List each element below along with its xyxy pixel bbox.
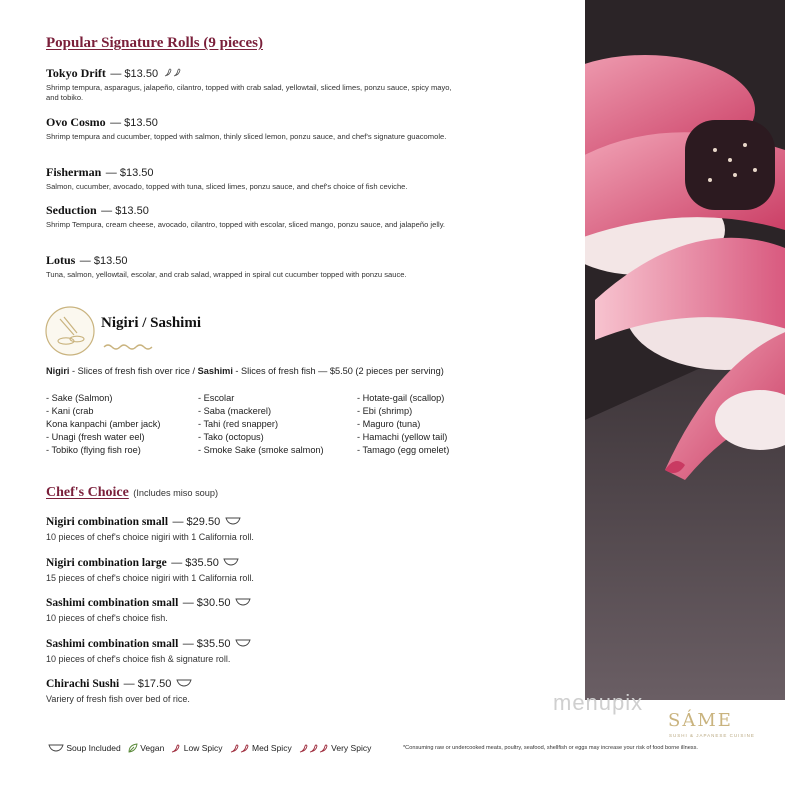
wave-divider-icon (103, 342, 153, 350)
legend-very-spicy: Very Spicy (331, 742, 372, 753)
item-price: — $13.50 (101, 205, 149, 217)
list-item: - Hotate-gail (scallop) (357, 393, 445, 403)
legend (48, 742, 371, 753)
item-description: Tuna, salmon, yellowtail, escolar, and crab salad, wrapped in spiral cut cucumber topped with ponzu sauce. (46, 270, 407, 279)
list-item: - Tobiko (flying fish roe) (46, 445, 141, 455)
brand-tagline: SUSHI & JAPANESE CUISINE (669, 733, 755, 738)
item-price: — $35.50 (171, 557, 219, 569)
legend-soup: Soup Included (66, 742, 121, 753)
list-item: - Ebi (shrimp) (357, 406, 413, 416)
nigiri-intro (46, 366, 444, 376)
sushi-illustration (585, 0, 785, 700)
menu-item-nigiri-large (46, 553, 456, 584)
item-price: — $13.50 (110, 117, 158, 129)
soup-bowl-icon (235, 597, 251, 606)
legend-med-spicy: Med Spicy (252, 742, 292, 753)
legend-vegan: Vegan (140, 742, 165, 753)
item-name: Nigiri combination large (46, 557, 167, 569)
menu-item-ovo-cosmo (46, 113, 456, 142)
menu-item-sashimi-small (46, 593, 456, 624)
menu-item-lotus (46, 251, 456, 280)
disclaimer: *Consuming raw or undercooked meats, poultry, seafood, shellfish or eggs may increase your risk of food borne illness. (403, 745, 698, 751)
sashimi-text: - Slices of fresh fish — $5.50 (2 pieces per serving) (232, 366, 444, 376)
legend-low-spicy: Low Spicy (183, 742, 223, 753)
menu-item-seduction (46, 201, 456, 230)
item-description: 15 pieces of chef's choice nigiri with 1 California roll. (46, 573, 254, 583)
chefs-note: (Includes miso soup) (133, 488, 219, 498)
item-name: Lotus (46, 253, 76, 267)
list-item: - Kani (crab (46, 406, 94, 416)
menu-item-fisherman (46, 163, 456, 192)
leaf-icon (128, 743, 138, 753)
menu-item-chirachi (46, 674, 456, 705)
list-item: - Tahi (red snapper) (198, 419, 279, 429)
nigiri-text: - Slices of fresh fish over rice / (69, 366, 198, 376)
list-item: - Unagi (fresh water eel) (46, 432, 145, 442)
item-price: — $30.50 (182, 597, 231, 609)
item-name: Sashimi combination small (46, 597, 179, 609)
list-item: - Tako (octopus) (198, 432, 264, 442)
watermark: menupix (553, 690, 644, 715)
list-item: - Saba (mackerel) (198, 406, 272, 416)
soup-bowl-icon (48, 743, 64, 752)
item-name: Sashimi combination small (46, 638, 179, 650)
item-name: Nigiri combination small (46, 516, 169, 528)
fish-list-col-1 (46, 392, 160, 457)
sushi-photo (585, 0, 785, 700)
item-name: Tokyo Drift (46, 66, 106, 80)
item-description: 10 pieces of chef's choice fish. (46, 613, 168, 623)
sashimi-label: Sashimi (197, 366, 233, 376)
item-name: Seduction (46, 203, 97, 217)
list-item: - Hamachi (yellow tail) (357, 432, 448, 442)
chefs-title: Chef's Choice (46, 485, 129, 500)
section-title-rolls: Popular Signature Rolls (9 pieces) (46, 35, 263, 51)
item-price: — $17.50 (123, 678, 172, 690)
list-item: - Sake (Salmon) (46, 393, 113, 403)
item-description: 10 pieces of chef's choice fish & signature roll. (46, 654, 231, 664)
chili-double-icon (230, 743, 250, 753)
chili-icon (163, 67, 183, 78)
item-price: — $35.50 (182, 638, 231, 650)
list-item: - Maguro (tuna) (357, 419, 421, 429)
section-title-chefs (46, 483, 218, 501)
item-description: Salmon, cucumber, avocado, topped with tuna, sliced limes, ponzu sauce, and chef's choice of fish ceviche. (46, 182, 408, 191)
item-description: 10 pieces of chef's choice nigiri with 1 California roll. (46, 532, 254, 542)
menu-item-tokyo-drift (46, 64, 456, 103)
list-item: Kona kanpachi (amber jack) (46, 419, 161, 429)
soup-bowl-icon (176, 678, 192, 687)
soup-bowl-icon (225, 516, 241, 525)
item-description: Variery of fresh fish over bed of rice. (46, 694, 190, 704)
item-name: Chirachi Sushi (46, 678, 120, 690)
item-description: Shrimp tempura, asparagus, jalapeño, cilantro, topped with crab salad, yellowtail, sliced limes, ponzu sauce, spicy mayo, and tobiko. (46, 83, 452, 102)
section-title-nigiri: Nigiri / Sashimi (101, 315, 202, 331)
list-item: - Escolar (198, 393, 235, 403)
list-item: - Tamago (egg omelet) (357, 445, 450, 455)
fish-list-col-2 (198, 392, 324, 457)
menu-item-sashimi-small-roll (46, 634, 456, 665)
soup-bowl-icon (223, 557, 239, 566)
item-name: Ovo Cosmo (46, 115, 106, 129)
menu-item-nigiri-small (46, 512, 456, 543)
sushi-chopsticks-icon (44, 305, 96, 357)
chili-icon (171, 743, 181, 753)
item-description: Shrimp Tempura, cream cheese, avocado, cilantro, topped with escolar, sliced mango, ponzu sauce, and jalapeño jelly. (46, 220, 446, 229)
chili-triple-icon (299, 743, 329, 753)
fish-list-col-3 (357, 392, 449, 457)
item-name: Fisherman (46, 165, 102, 179)
item-price: — $13.50 (79, 255, 128, 267)
list-item: - Smoke Sake (smoke salmon) (198, 445, 324, 455)
soup-bowl-icon (235, 638, 251, 647)
item-price: — $29.50 (172, 516, 221, 528)
brand-logo: SÁME (668, 710, 733, 731)
item-description: Shrimp tempura and cucumber, topped with salmon, thinly sliced lemon, ponzu sauce, and chef's signature guacomole. (46, 132, 447, 141)
item-price: — $13.50 (110, 68, 159, 80)
item-price: — $13.50 (105, 167, 154, 179)
nigiri-label: Nigiri (46, 366, 70, 376)
